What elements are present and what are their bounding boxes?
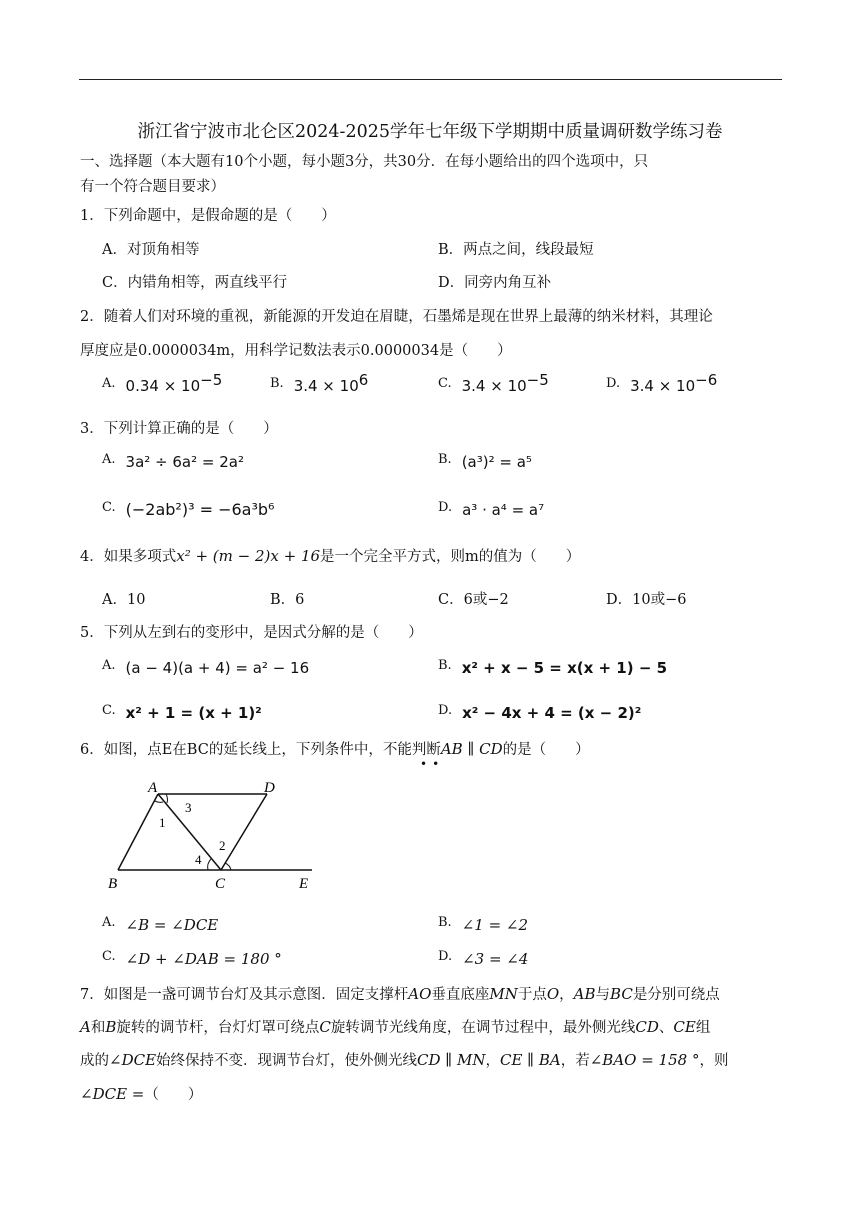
q7-l2-text-d: 、 — [658, 1020, 674, 1036]
q6-label-angle3: 3 — [185, 800, 192, 815]
q7-l1-text-f: 是分别可绕点 — [632, 987, 720, 1003]
page-title: 浙江省宁波市北仑区2024-2025学年七年级下学期期中质量调研数学练习卷 — [137, 122, 723, 142]
q7-l1-math-ao: AO — [408, 985, 432, 1003]
q7-stem-line4 — [80, 1083, 202, 1104]
q2-option-a-coeff: 0.34 × 10 — [125, 377, 201, 395]
q5-option-b-label: B. — [438, 658, 452, 673]
q7-l1-math-ab: AB — [573, 985, 596, 1003]
q4-option-a[interactable]: A．10 — [102, 592, 146, 608]
q2-option-b-exp: 6 — [358, 371, 369, 389]
q4-option-d[interactable]: D．10或−6 — [606, 592, 687, 608]
q6-label-e: E — [299, 876, 309, 892]
q7-l2-math-a: A — [80, 1018, 91, 1036]
q6-label-b: B — [108, 876, 118, 892]
q6-option-c-expr: ∠D + ∠DAB = 180 ° — [125, 950, 282, 968]
q2-stem-line2: 厚度应是0.0000034m，用科学记数法表示0.0000034是（ ） — [80, 343, 512, 359]
q3-option-b-expr: (a³)² = a⁵ — [461, 453, 532, 471]
q7-l3-text-b: 始终保持不变．现调节台灯，使外侧光线 — [156, 1053, 418, 1069]
q7-l4-math-dce: ∠DCE = — [80, 1085, 145, 1103]
q7-l3-text-c: ， — [485, 1053, 500, 1069]
q2-option-a[interactable] — [102, 371, 223, 395]
q2-option-d-label: D. — [606, 376, 621, 391]
q5-option-d-expr: x² − 4x + 4 = (x − 2)² — [462, 704, 642, 722]
q6-stem-pre: 6．如图，点E在BC的延长线上，下列条件中，不能判断 — [80, 742, 441, 758]
q6-label-a: A — [148, 780, 158, 796]
q7-l1-text-b: 垂直底座 — [431, 987, 490, 1003]
q6-label-angle1: 1 — [159, 815, 166, 830]
q3-option-d-expr: a³ · a⁴ = a⁷ — [462, 501, 545, 519]
q5-option-a[interactable] — [102, 658, 309, 677]
q7-l1-text-d: ， — [559, 987, 574, 1003]
q1-option-a[interactable]: A．对顶角相等 — [102, 242, 200, 258]
q3-option-d[interactable] — [438, 500, 544, 519]
q2-option-d-coeff: 3.4 × 10 — [630, 377, 696, 395]
q4-stem — [80, 545, 580, 566]
q7-l2-text-c: 旋转调节光线角度，在调节过程中，最外侧光线 — [330, 1020, 636, 1036]
q6-angle1-arc — [155, 801, 163, 802]
q6-option-a-expr: ∠B = ∠DCE — [125, 916, 219, 934]
q5-option-a-expr: (a − 4)(a + 4) = a² − 16 — [125, 659, 310, 677]
q5-option-d-label: D. — [438, 703, 453, 718]
q6-emphasis-dots: •• — [420, 757, 445, 771]
q5-stem: 5．下列从左到右的变形中，是因式分解的是（ ） — [80, 625, 423, 641]
q7-l3-math-cd-mn: CD ∥ MN — [417, 1051, 486, 1069]
q2-option-c-label: C. — [438, 376, 452, 391]
q7-l3-math-ce-ba: CE ∥ BA — [499, 1051, 561, 1069]
q7-l2-math-cd: CD — [635, 1018, 659, 1036]
q7-l3-math-bao: ∠BAO = 158 ° — [589, 1051, 700, 1069]
q3-option-d-label: D. — [438, 500, 453, 515]
q2-stem-line1: 2．随着人们对环境的重视，新能源的开发迫在眉睫，石墨烯是现在世界上最薄的纳米材料，其理论 — [80, 309, 713, 325]
q3-stem: 3．下列计算正确的是（ ） — [80, 421, 278, 437]
q7-l1-math-bc: BC — [610, 985, 633, 1003]
q3-option-c-expr: (−2ab²)³ = −6a³b⁶ — [125, 500, 275, 519]
q6-option-d-label: D. — [438, 949, 453, 964]
q3-option-a-label: A. — [102, 452, 116, 467]
q2-option-d-exp: −6 — [695, 371, 718, 389]
q1-option-d[interactable]: D．同旁内角互补 — [438, 275, 552, 291]
q4-stem-pre: 4．如果多项式 — [80, 549, 177, 565]
q7-l3-text-a: 成的 — [80, 1053, 109, 1069]
q3-option-b-label: B. — [438, 452, 452, 467]
q1-option-c[interactable]: C．内错角相等，两直线平行 — [102, 275, 288, 291]
q4-stem-post: 是一个完全平方式，则m的值为（ ） — [320, 549, 581, 565]
q6-label-d: D — [264, 780, 275, 796]
q2-option-c-coeff: 3.4 × 10 — [461, 377, 527, 395]
q6-figure — [100, 775, 330, 900]
q6-option-c-label: C. — [102, 949, 116, 964]
q3-option-b[interactable] — [438, 452, 532, 471]
q7-l1-math-mn: MN — [489, 985, 518, 1003]
q7-l3-math-dce: ∠DCE — [109, 1051, 157, 1069]
q4-option-b[interactable]: B．6 — [270, 592, 305, 608]
q3-option-c-label: C. — [102, 500, 116, 515]
q6-option-a-label: A. — [102, 915, 116, 930]
q6-angle4-arc — [208, 859, 211, 870]
q6-label-angle2: 2 — [219, 838, 226, 853]
q7-l1-text-e: 与 — [595, 987, 611, 1003]
q7-l3-text-e: ，则 — [699, 1053, 729, 1069]
q5-option-b-expr: x² + x − 5 = x(x + 1) − 5 — [461, 659, 668, 677]
q7-l4-text-a: （ ） — [144, 1087, 203, 1103]
q6-option-c[interactable] — [102, 949, 282, 968]
q7-l1-math-o: O — [546, 985, 560, 1003]
q7-l2-text-a: 和 — [90, 1020, 106, 1036]
q5-option-c-label: C. — [102, 703, 116, 718]
q7-l1-text-c: 于点 — [517, 987, 547, 1003]
q2-option-a-exp: −5 — [200, 371, 223, 389]
q7-l3-text-d: ，若 — [560, 1053, 590, 1069]
q5-option-c[interactable] — [102, 703, 262, 722]
q6-option-d[interactable] — [438, 949, 528, 968]
q6-stem — [80, 738, 590, 759]
q5-option-a-label: A. — [102, 658, 116, 673]
q6-angle3-arc — [166, 794, 167, 803]
q5-option-c-expr: x² + 1 = (x + 1)² — [125, 704, 262, 722]
q6-segment-ab — [118, 794, 158, 870]
q2-option-b-coeff: 3.4 × 10 — [293, 377, 359, 395]
q7-l2-math-ce: CE — [673, 1018, 696, 1036]
q6-stem-expr: AB ∥ CD — [440, 740, 503, 758]
header-rule — [79, 79, 782, 80]
q7-l2-math-c: C — [319, 1018, 331, 1036]
q6-option-b-expr: ∠1 = ∠2 — [461, 916, 529, 934]
q7-l2-text-b: 旋转的调节杆，台灯灯罩可绕点 — [116, 1020, 320, 1036]
q4-option-c[interactable]: C．6或−2 — [438, 592, 509, 608]
q7-stem-line2 — [80, 1016, 710, 1037]
q3-option-c[interactable] — [102, 500, 274, 519]
q7-stem-line1 — [80, 983, 720, 1004]
q2-option-a-label: A. — [102, 376, 116, 391]
q6-label-c: C — [215, 876, 226, 892]
q6-option-b-label: B. — [438, 915, 452, 930]
q2-option-d[interactable] — [606, 371, 718, 395]
q2-option-b[interactable] — [270, 371, 369, 395]
q5-option-d[interactable] — [438, 703, 641, 722]
q2-option-c[interactable] — [438, 371, 549, 395]
q7-stem-line3 — [80, 1049, 728, 1070]
q6-option-b[interactable] — [438, 915, 528, 934]
q6-option-d-expr: ∠3 = ∠4 — [462, 950, 529, 968]
q7-l1-text-a: 7．如图是一盏可调节台灯及其示意图．固定支撑杆 — [80, 987, 409, 1003]
q6-stem-post: 的是（ ） — [502, 742, 590, 758]
section-heading-line1: 一、选择题（本大题有10个小题，每小题3分，共30分．在每小题给出的四个选项中，只 — [80, 154, 649, 170]
q3-option-a[interactable] — [102, 452, 244, 471]
q3-option-a-expr: 3a² ÷ 6a² = 2a² — [125, 453, 244, 471]
q6-angle2-arc — [225, 863, 231, 870]
section-heading-line2: 有一个符合题目要求） — [80, 179, 225, 195]
q6-segment-cd — [221, 794, 267, 870]
q2-option-c-exp: −5 — [526, 371, 549, 389]
q7-l2-math-b: B — [105, 1018, 117, 1036]
q4-stem-expr: x² + (m − 2)x + 16 — [176, 547, 321, 565]
q5-option-b[interactable] — [438, 658, 667, 677]
q6-option-a[interactable] — [102, 915, 218, 934]
q2-option-b-label: B. — [270, 376, 284, 391]
q1-stem: 1．下列命题中，是假命题的是（ ） — [80, 208, 336, 224]
q6-label-angle4: 4 — [195, 852, 202, 867]
q1-option-b[interactable]: B．两点之间，线段最短 — [438, 242, 594, 258]
q7-l2-text-e: 组 — [695, 1020, 711, 1036]
